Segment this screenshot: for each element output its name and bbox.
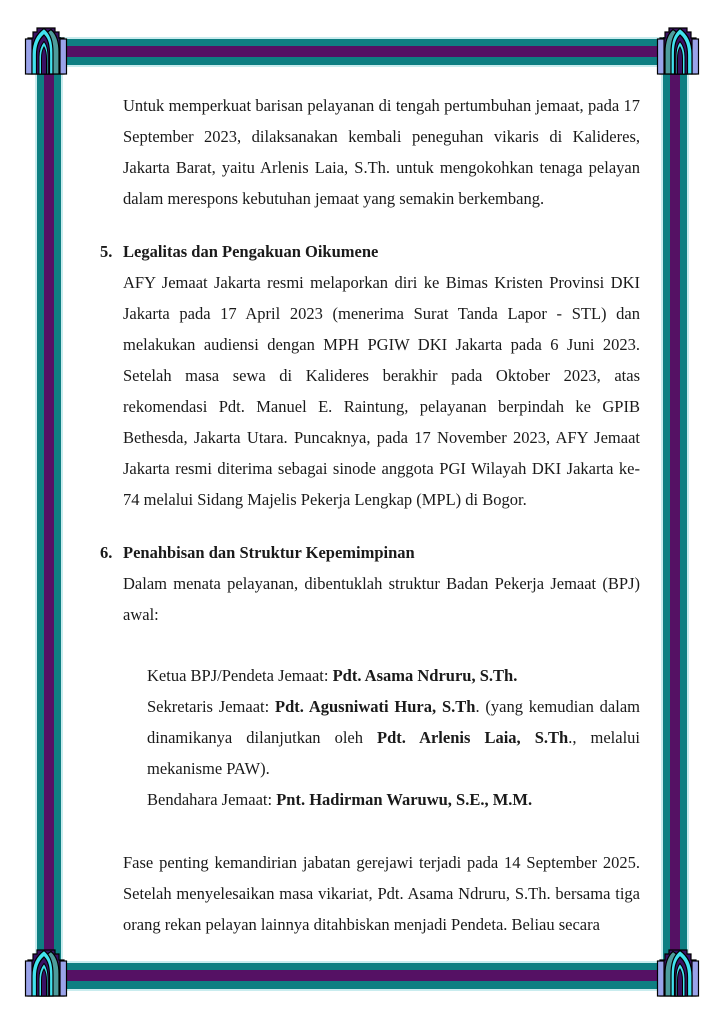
arch-window-ornament-bottom-left-icon bbox=[24, 947, 68, 999]
closing-paragraph: Fase penting kemandirian jabatan gerejawi terjadi pada 14 September 2025. Setelah menyelesaikan masa vikariat, Pdt. Asama Ndruru, S.Th. bersama tiga orang rekan pelayan lainnya ditahbiskan menjadi Pendeta. Beliau secara bbox=[123, 853, 640, 934]
bpj-structure-list bbox=[147, 660, 640, 815]
page-border-top-band bbox=[35, 37, 689, 67]
arch-window-ornament-top-right-icon bbox=[656, 25, 700, 77]
list-item-sekretaris: Sekretaris Jemaat: Pdt. Agusniwati Hura, S.Th. (yang kemudian dalam dinamikanya dilanjutkan oleh Pdt. Arlenis Laia, S.Th., melalui mekanisme PAW). bbox=[147, 697, 641, 778]
page-border-right-band bbox=[661, 37, 689, 991]
arch-window-ornament-top-left-icon bbox=[24, 25, 68, 77]
section-5-heading bbox=[100, 236, 640, 267]
intro-paragraph: Untuk memperkuat barisan pelayanan di tengah pertumbuhan jemaat, pada 17 September 2023, dilaksanakan kembali peneguhan vikaris di Kalideres, Jakarta Barat, yaitu Arlenis Laia, S.Th. untuk mengokohkan tenaga pelayan dalam merespons kebutuhan jemaat yang semakin berkembang. bbox=[123, 96, 640, 208]
section-6-number: 6. bbox=[100, 543, 113, 562]
list-item-bendahara: Bendahara Jemaat: Pnt. Hadirman Waruwu, S.E., M.M. bbox=[147, 790, 533, 809]
section-5-number: 5. bbox=[100, 242, 113, 261]
section-5-body: AFY Jemaat Jakarta resmi melaporkan diri ke Bimas Kristen Provinsi DKI Jakarta pada 17 April 2023 (menerima Surat Tanda Lapor - STL) dan melakukan audiensi dengan MPH PGIW DKI Jakarta pada 6 Juni 2023. Setelah masa sewa di Kalideres berakhir pada Oktober 2023, atas rekomendasi Pdt. Manuel E. Raintung, pelayanan berpindah ke GPIB Bethesda, Jakarta Utara. Puncaknya, pada 17 November 2023, AFY Jemaat Jakarta resmi diterima sebagai sinode anggota PGI Wilayah DKI Jakarta ke-74 melalui Sidang Majelis Pekerja Lengkap (MPL) di Bogor. bbox=[123, 273, 640, 509]
arch-window-ornament-bottom-right-icon bbox=[656, 947, 700, 999]
page-border-bottom-band bbox=[35, 961, 689, 991]
section-5-title: Legalitas dan Pengakuan Oikumene bbox=[123, 242, 379, 261]
section-6-heading bbox=[100, 537, 640, 568]
list-item-ketua: Ketua BPJ/Pendeta Jemaat: Pdt. Asama Ndruru, S.Th. bbox=[147, 666, 518, 685]
document-content bbox=[100, 90, 640, 940]
section-6-body: Dalam menata pelayanan, dibentuklah struktur Badan Pekerja Jemaat (BPJ) awal: bbox=[123, 574, 640, 624]
page-border-left-band bbox=[35, 37, 63, 991]
section-6-title: Penahbisan dan Struktur Kepemimpinan bbox=[123, 543, 415, 562]
